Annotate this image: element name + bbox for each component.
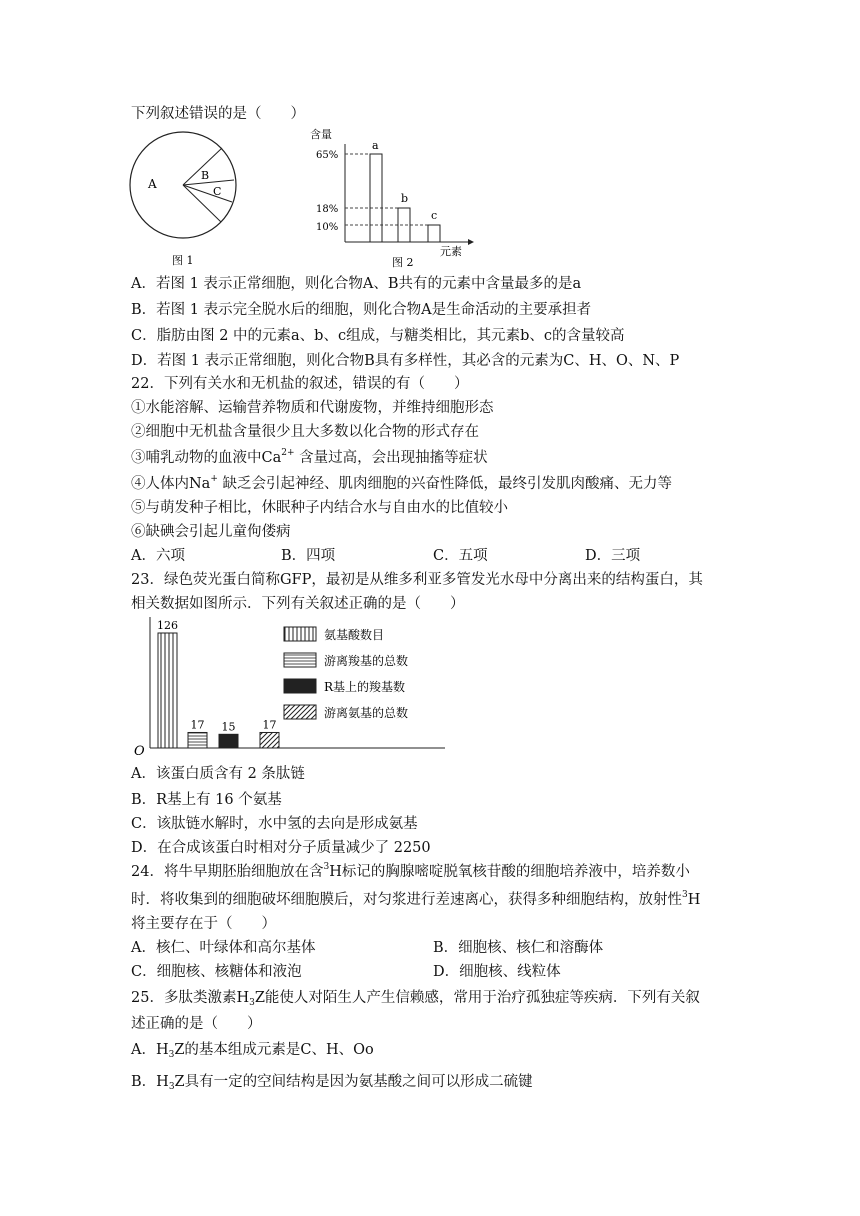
gfp-bar-value-4: 17 (262, 718, 277, 732)
q22-statement-4: ④人体内Na+ 缺乏会引起神经、肌肉细胞的兴奋性降低，最终引发肌肉酸痛、无力等 (131, 474, 672, 492)
q23-option-b: B．R基上有 16 个氨基 (131, 792, 282, 808)
q21-option-c: C．脂肪由图 2 中的元素a、b、c组成，与糖类相比，其元素b、c的含量较高 (131, 328, 625, 344)
fig2-bar-label-b: b (401, 192, 409, 205)
gfp-bar-1 (158, 633, 177, 748)
q24-stem-line-3: 将主要存在于（ ） (131, 916, 276, 932)
figure-2-bar (300, 124, 480, 272)
fig2-bar-label-a: a (372, 139, 379, 152)
q23-stem-line-1: 23．绿色荧光蛋白简称GFP，最初是从维多利亚多管发光水母中分离出来的结构蛋白，其 (131, 572, 703, 588)
q22-statement-6: ⑥缺碘会引起儿童佝偻病 (131, 524, 291, 540)
gfp-bar-value-1: 126 (157, 619, 178, 632)
q25-stem-line-1: 25．多肽类激素$H_3Z$能使人对陌生人产生信赖感，常用于治疗孤独症等疾病．下列有关叙 (131, 990, 700, 1008)
gfp-bar-2 (188, 732, 207, 748)
gfp-legend-swatch-3 (284, 679, 316, 693)
gfp-legend-label-3: R基上的羧基数 (324, 680, 406, 694)
q22-stem: 22．下列有关水和无机盐的叙述，错误的有（ ） (131, 376, 469, 392)
q22-statement-3: ③哺乳动物的血液中$Ca^{2+}$ 含量过高，会出现抽搐等症状 (131, 448, 488, 466)
gfp-legend-label-1: 氨基酸数目 (324, 628, 385, 642)
figure-2-label: 图 2 (392, 256, 414, 269)
q24-option-a: A．核仁、叶绿体和高尔基体 (131, 940, 316, 956)
q24-option-d: D．细胞核、线粒体 (433, 964, 561, 980)
q25-option-b: B．$H_3Z$具有一定的空间结构是因为氨基酸之间可以形成二硫键 (131, 1074, 533, 1092)
fig2-bar-c (428, 225, 440, 242)
q25-option-a: A．$H_3Z$的基本组成元素是C、H、Oo (131, 1042, 374, 1060)
pie-label-a: A (148, 177, 157, 191)
pie-label-c: C (213, 185, 222, 198)
gfp-bar-value-3: 15 (221, 720, 236, 734)
q21-option-a: A．若图 1 表示正常细胞，则化合物A、B共有的元素中含量最多的是a (131, 276, 582, 292)
gfp-bar-chart (120, 615, 450, 760)
gfp-origin-label: O (134, 744, 145, 759)
gfp-bar-3 (219, 734, 238, 748)
q24-option-c: C．细胞核、核糖体和液泡 (131, 964, 302, 980)
fig2-tick-18: 18% (316, 204, 339, 215)
fig2-tick-65: 65% (316, 150, 339, 161)
fig2-bar-a (370, 154, 382, 242)
q22-option-c: C．五项 (433, 548, 488, 564)
q21-option-d: D．若图 1 表示正常细胞，则化合物B具有多样性，其必含的元素为C、H、O、N、P (131, 353, 680, 369)
fig2-ylabel: 含量 (310, 128, 332, 141)
pie-label-b: B (201, 169, 210, 182)
q21-option-b: B．若图 1 表示完全脱水后的细胞，则化合物A是生命活动的主要承担者 (131, 302, 592, 318)
q22-statement-2: ②细胞中无机盐含量很少且大多数以化合物的形式存在 (131, 424, 479, 440)
fig2-bar-b (398, 208, 410, 242)
q23-stem-line-2: 相关数据如图所示．下列有关叙述正确的是（ ） (131, 596, 465, 612)
q22-option-b: B．四项 (281, 548, 336, 564)
q24-stem-line-1: 24．将牛早期胚胎细胞放在含$^3$H标记的胸腺嘧啶脱氧核苷酸的细胞培养液中，培养数小 (131, 862, 690, 880)
q21-stem: 下列叙述错误的是（ ） (131, 106, 305, 122)
fig2-tick-10: 10% (316, 222, 339, 233)
q22-option-d: D．三项 (585, 548, 641, 564)
q22-statement-1: ①水能溶解、运输营养物质和代谢废物，并维持细胞形态 (131, 400, 494, 416)
q22-statement-5: ⑤与萌发种子相比，休眠种子内结合水与自由水的比值较小 (131, 500, 508, 516)
q23-option-a: A．该蛋白质含有 2 条肽链 (131, 766, 305, 782)
gfp-legend-swatch-4 (284, 705, 316, 719)
fig2-bar-label-c: c (431, 209, 438, 222)
gfp-legend-swatch-1 (284, 627, 316, 641)
gfp-bar-4 (260, 732, 279, 748)
q23-option-d: D．在合成该蛋白时相对分子质量减少了 2250 (131, 840, 431, 856)
figure-1-label: 图 1 (172, 254, 194, 267)
figure-1-pie (128, 128, 248, 268)
q24-stem-line-2: 时．将收集到的细胞破坏细胞膜后，对匀浆进行差速离心，获得多种细胞结构，放射性$^3$H (131, 890, 701, 908)
gfp-legend-swatch-2 (284, 653, 316, 667)
gfp-legend-label-4: 游离氨基的总数 (324, 706, 409, 720)
q24-option-b: B．细胞核、核仁和溶酶体 (433, 940, 604, 956)
q25-stem-line-2: 述正确的是（ ） (131, 1016, 262, 1032)
gfp-legend-label-2: 游离羧基的总数 (324, 654, 409, 668)
q22-option-a: A．六项 (131, 548, 185, 564)
q23-option-c: C．该肽链水解时，水中氢的去向是形成氨基 (131, 816, 418, 832)
gfp-bar-value-2: 17 (190, 718, 205, 732)
fig2-xlabel: 元素 (440, 245, 462, 258)
